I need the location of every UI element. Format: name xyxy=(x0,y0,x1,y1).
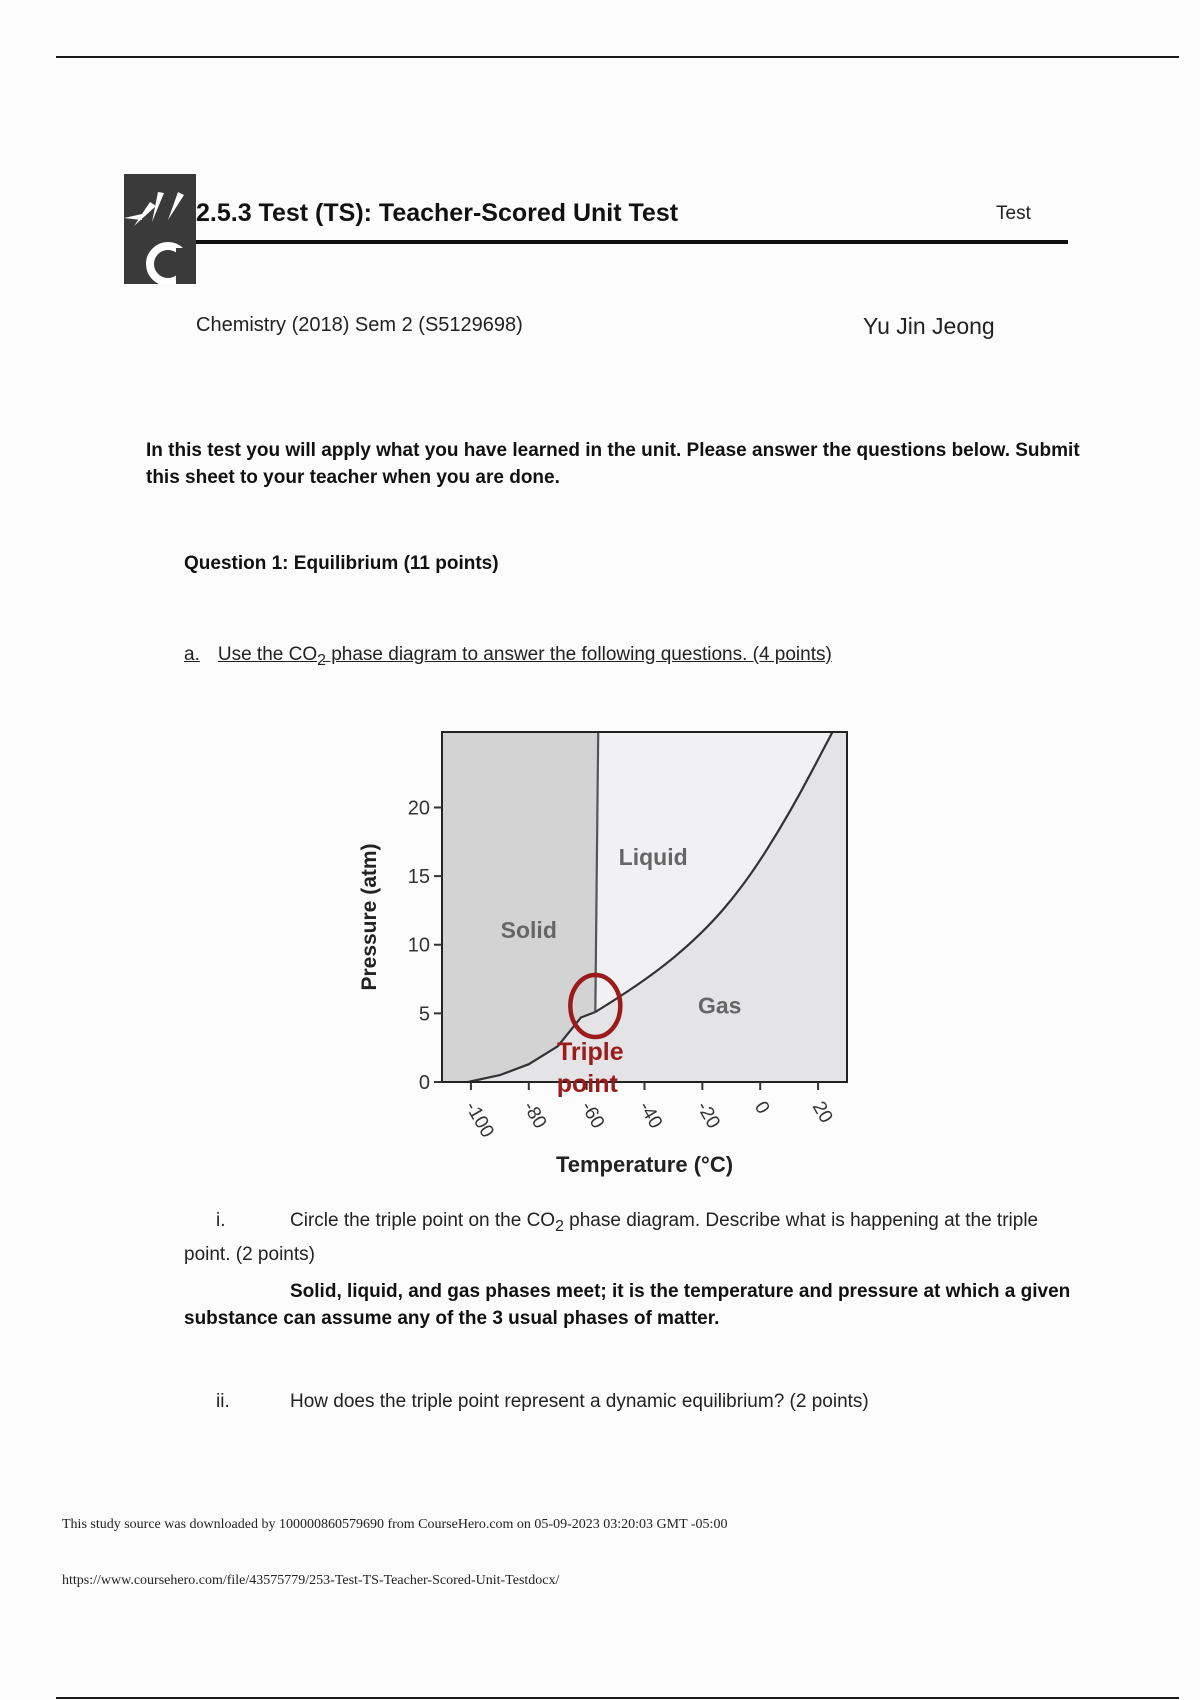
solid-label: Solid xyxy=(500,916,557,943)
y-tick-label: 5 xyxy=(418,1003,430,1026)
question-1a-marker: a. xyxy=(184,644,200,665)
x-tick-label: 0 xyxy=(749,1098,774,1118)
question-1a-prompt: a. Use the $CO_2$ phase diagram to answer the following questions. (4 points) xyxy=(184,644,832,669)
question-1-heading: Question 1: Equilibrium (11 points) xyxy=(184,553,499,574)
x-axis-label: Temperature (°C) xyxy=(555,1152,734,1177)
x-tick-label: 20 xyxy=(807,1098,837,1127)
school-logo xyxy=(124,174,196,284)
question-1a-ii-text: How does the triple point represent a dynamic equilibrium? (2 points) xyxy=(290,1391,869,1412)
question-1a-i-text: Circle the triple point on the $CO_2$ phase diagram. Describe what is happening at the triple point. (2 points) xyxy=(184,1210,1039,1265)
y-tick-label: 15 xyxy=(407,866,430,889)
gas-label: Gas xyxy=(697,992,742,1019)
x-tick-label: -20 xyxy=(692,1098,724,1133)
instructions: In this test you will apply what you have learned in the unit. Please answer the questions below. Submit this sheet to your teacher when you are done. xyxy=(146,440,1080,488)
bottom-rule xyxy=(56,1697,1179,1699)
document-type: Test xyxy=(996,203,1031,224)
test-title: 2.5.3 Test (TS): Teacher-Scored Unit Test xyxy=(196,199,679,227)
x-tick-label: -40 xyxy=(634,1098,667,1133)
co2-phase-diagram xyxy=(350,720,880,1190)
y-tick-label: 10 xyxy=(407,934,430,957)
question-1a-i xyxy=(184,1207,1089,1269)
top-rule xyxy=(56,56,1179,58)
source-url[interactable]: https://www.coursehero.com/file/43575779/253-Test-TS-Teacher-Scored-Unit-Testdocx/ xyxy=(62,1573,560,1588)
liquid-label: Liquid xyxy=(618,844,688,871)
question-1a-ii xyxy=(184,1388,1089,1416)
triple-point-label-line1: Triple xyxy=(556,1038,624,1066)
question-1a-i-answer: Solid, liquid, and gas phases meet; it is the temperature and pressure at which a given substance can assume any of the 3 usual phases of matter. xyxy=(184,1281,1071,1329)
x-tick-label: -80 xyxy=(518,1098,551,1133)
question-1a-ii-numeral: ii. xyxy=(216,1391,230,1412)
triple-point-label-line2: point xyxy=(556,1070,618,1098)
x-tick-label: -100 xyxy=(460,1098,498,1142)
x-tick-label: -60 xyxy=(576,1098,609,1133)
y-axis-label: Pressure (atm) xyxy=(358,843,381,991)
y-tick-label: 0 xyxy=(418,1072,430,1094)
y-tick-label: 20 xyxy=(407,797,430,820)
course-name: Chemistry (2018) Sem 2 (S5129698) xyxy=(196,314,523,336)
student-name: Yu Jin Jeong xyxy=(863,313,995,339)
header-rule xyxy=(196,240,1068,244)
download-notice: This study source was downloaded by 100000860579690 from CourseHero.com on 05-09-2023 03:20:03 GMT -05:00 xyxy=(62,1517,728,1532)
question-1a-i-numeral: i. xyxy=(216,1210,226,1231)
